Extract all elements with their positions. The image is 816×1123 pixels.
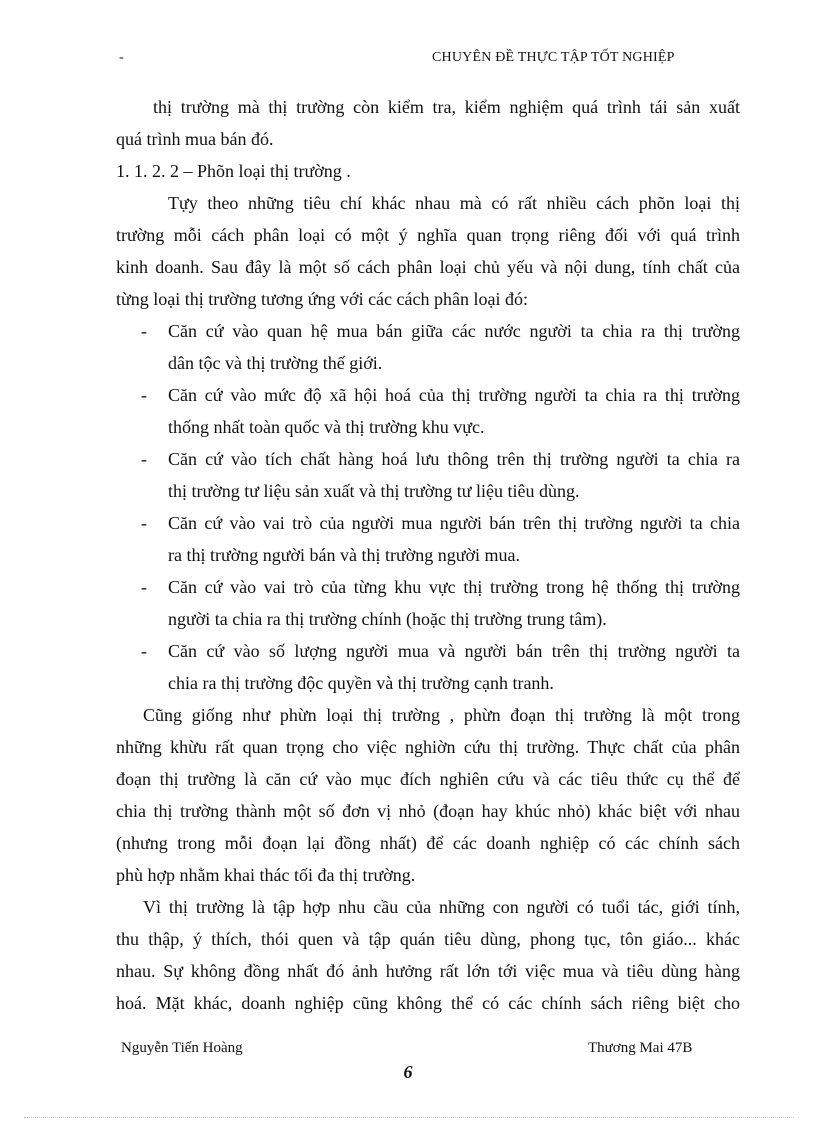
paragraph-line: Vì thị trường là tập hợp nhu cầu của những con người có tuổi tác, giới tính, [143, 897, 740, 917]
paragraph-line: phù hợp nhằm khai thác tối đa thị trường. [116, 865, 416, 885]
paragraph-line: Tựy theo những tiêu chí khác nhau mà có rất nhiều cách phõn loại thị [168, 193, 740, 213]
list-item-text: người ta chia ra thị trường chính (hoặc thị trường trung tâm). [168, 609, 607, 629]
section-heading: 1. 1. 2. 2 – Phõn loại thị trường . [116, 161, 351, 181]
list-item [116, 379, 740, 443]
page-number: 6 [403, 1062, 413, 1082]
paragraph-line: thu thập, ý thích, thói quen và tập quán tiêu dùng, phong tục, tôn giáo... khác [116, 929, 740, 949]
list-item-text: chia ra thị trường độc quyền và thị trường cạnh tranh. [168, 673, 554, 693]
list-item-text: Căn cứ vào vai trò của từng khu vực thị trường trong hệ thống thị trường [168, 577, 740, 597]
list-item-text: ra thị trường người bán và thị trường người mua. [168, 545, 521, 565]
paragraph-line: kinh doanh. Sau đây là một số cách phân loại chủ yếu và nội dung, tính chất của [116, 257, 740, 277]
paragraph-line: (nhưng trong mỗi đoạn lại đồng nhất) để các doanh nghiệp có các chính sách [116, 833, 740, 853]
header-title: CHUYÊN ĐỀ THỰC TẬP TỐT NGHIỆP [432, 50, 675, 65]
paragraph-line: quá trình mua bán đó. [116, 129, 274, 149]
bullet-dash: - [141, 513, 147, 533]
document-body [116, 91, 740, 1019]
paragraph-line: những khừu rất quan trọng cho việc nghiờn cứu thị trường. Thực chất của phân [116, 737, 740, 757]
list-item [116, 315, 740, 379]
bullet-dash: - [141, 577, 147, 597]
list-item-text: thống nhất toàn quốc và thị trường khu vực. [168, 417, 485, 437]
footer-author: Nguyễn Tiến Hoàng [121, 1040, 243, 1056]
list-item-text: Căn cứ vào mức độ xã hội hoá của thị trường người ta chia ra thị trường [168, 385, 740, 405]
list-item [116, 443, 740, 507]
bullet-dash: - [141, 385, 147, 405]
footer-class: Thương Mai 47B [588, 1040, 693, 1056]
list-item-text: Căn cứ vào vai trò của người mua người bán trên thị trường người ta chia [168, 513, 740, 533]
list-item-text: Căn cứ vào số lượng người mua và người bán trên thị trường người ta [168, 641, 740, 661]
list-item [116, 507, 740, 571]
list-item [116, 635, 740, 699]
header-dash: - [119, 50, 124, 65]
list-item-text: dân tộc và thị trường thế giới. [168, 353, 383, 373]
bullet-dash: - [141, 449, 147, 469]
paragraph-line: đoạn thị trường là căn cứ vào mục đích nghiên cứu và các tiêu thức cụ thể để [116, 769, 740, 789]
bullet-dash: - [141, 641, 147, 661]
list-item-text: thị trường tư liệu sản xuất và thị trường tư liệu tiêu dùng. [168, 481, 580, 501]
list-item-text: Căn cứ vào tích chất hàng hoá lưu thông trên thị trường người ta chia ra [168, 449, 740, 469]
page-divider [24, 1117, 794, 1118]
list-item [116, 571, 740, 635]
paragraph-line: hoá. Mặt khác, doanh nghiệp cũng không thể có các chính sách riêng biệt cho [116, 993, 740, 1013]
paragraph-line: trường mỗi cách phân loại có một ý nghĩa quan trọng riêng đối với quá trình [116, 225, 740, 245]
paragraph-line: Cũng giống như phừn loại thị trường , phừn đoạn thị trường là một trong [143, 705, 740, 725]
list-item-text: Căn cứ vào quan hệ mua bán giữa các nước người ta chia ra thị trường [168, 321, 740, 341]
bullet-list [116, 315, 740, 699]
bullet-dash: - [141, 321, 147, 341]
paragraph-line: nhau. Sự không đồng nhất đó ảnh hưởng rất lớn tới việc mua và tiêu dùng hàng [116, 961, 740, 981]
paragraph-line: từng loại thị trường tương ứng với các cách phân loại đó: [116, 289, 528, 309]
paragraph-line: chia thị trường thành một số đơn vị nhỏ (đoạn hay khúc nhỏ) khác biệt với nhau [116, 801, 740, 821]
paragraph-line: thị trường mà thị trường còn kiểm tra, kiểm nghiệm quá trình tái sản xuất [153, 97, 740, 117]
